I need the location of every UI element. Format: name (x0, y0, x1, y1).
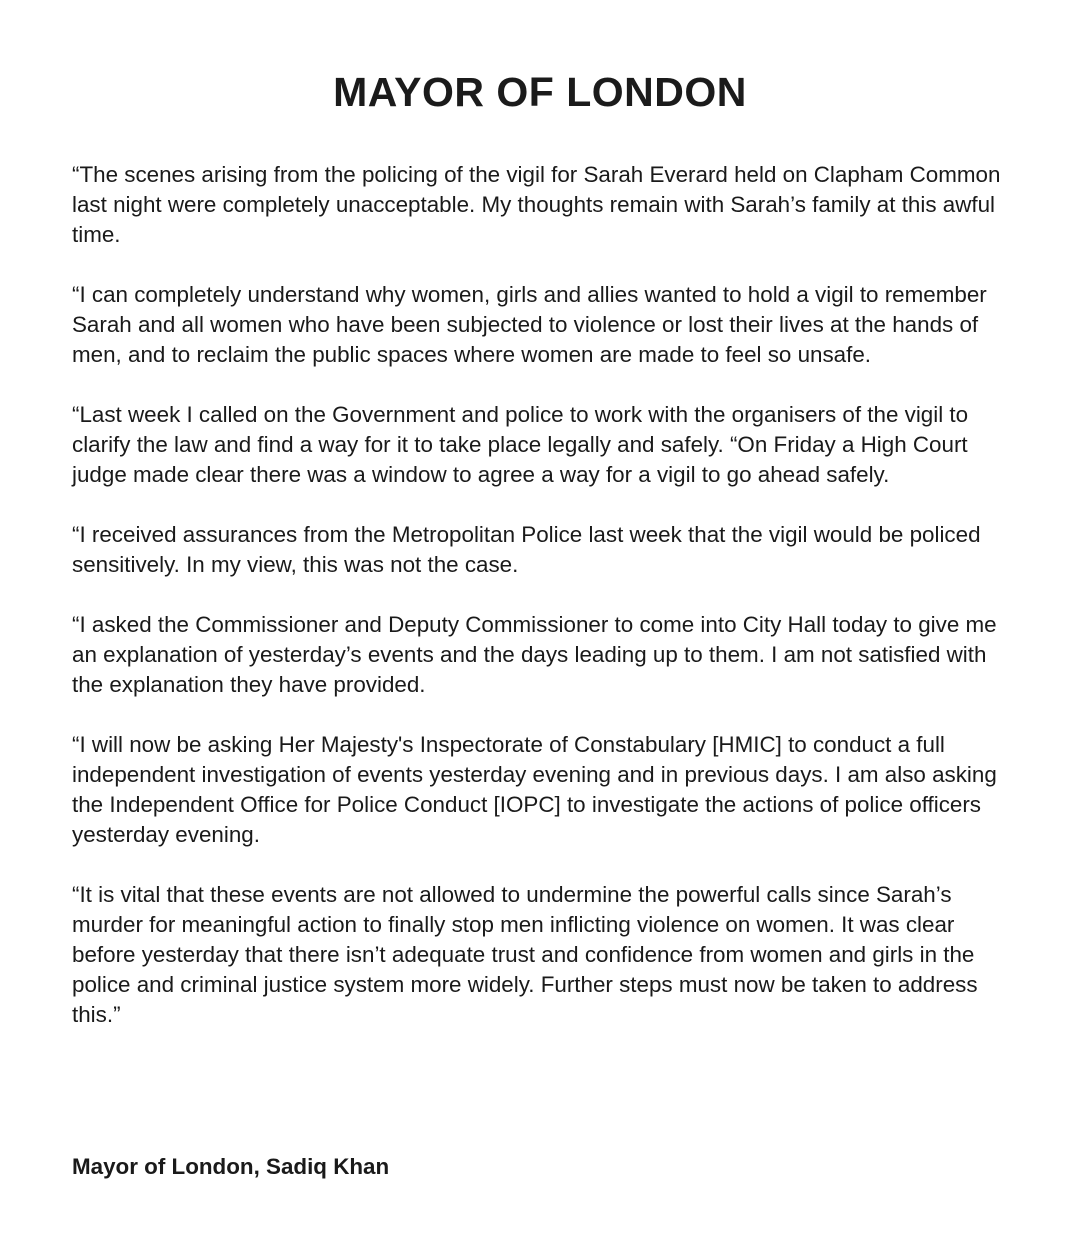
statement-paragraph-4: “I received assurances from the Metropolitan Police last week that the vigil would be policed sensitively. In my view, this was not the case. (72, 522, 981, 577)
statement-paragraph-2: “I can completely understand why women, girls and allies wanted to hold a vigil to remember Sarah and all women who have been subjected to violence or lost their lives at the hands of men, and to reclaim the public spaces where women are made to feel so unsafe. (72, 282, 987, 367)
signature: Mayor of London, Sadiq Khan (72, 1154, 390, 1179)
statement-paragraph-1: “The scenes arising from the policing of the vigil for Sarah Everard held on Clapham Common last night were completely unacceptable. My thoughts remain with Sarah’s family at this awful time. (72, 162, 1001, 247)
statement-paragraph-3: “Last week I called on the Government and police to work with the organisers of the vigil to clarify the law and find a way for it to take place legally and safely. “On Friday a High Court judge made clear there was a window to agree a way for a vigil to go ahead safely. (72, 402, 969, 487)
statement-paragraph-6: “I will now be asking Her Majesty's Inspectorate of Constabulary [HMIC] to conduct a full independent investigation of events yesterday evening and in previous days. I am also asking the Independent Office for Police Conduct [IOPC] to investigate the actions of police officers yesterday evening. (72, 732, 997, 847)
mayor-of-london-logo: MAYOR OF LONDON (333, 69, 747, 115)
statement-body (72, 160, 1018, 1060)
statement-paragraph-5: “I asked the Commissioner and Deputy Commissioner to come into City Hall today to give me an explanation of yesterday’s events and the days leading up to them. I am not satisfied with the explanation they have provided. (72, 612, 997, 697)
statement-paragraph-7: “It is vital that these events are not allowed to undermine the powerful calls since Sarah’s murder for meaningful action to finally stop men inflicting violence on women. It was clear before yesterday that there isn’t adequate trust and confidence from women and girls in the police and criminal justice system more widely. Further steps must now be taken to address this.” (72, 882, 978, 1027)
